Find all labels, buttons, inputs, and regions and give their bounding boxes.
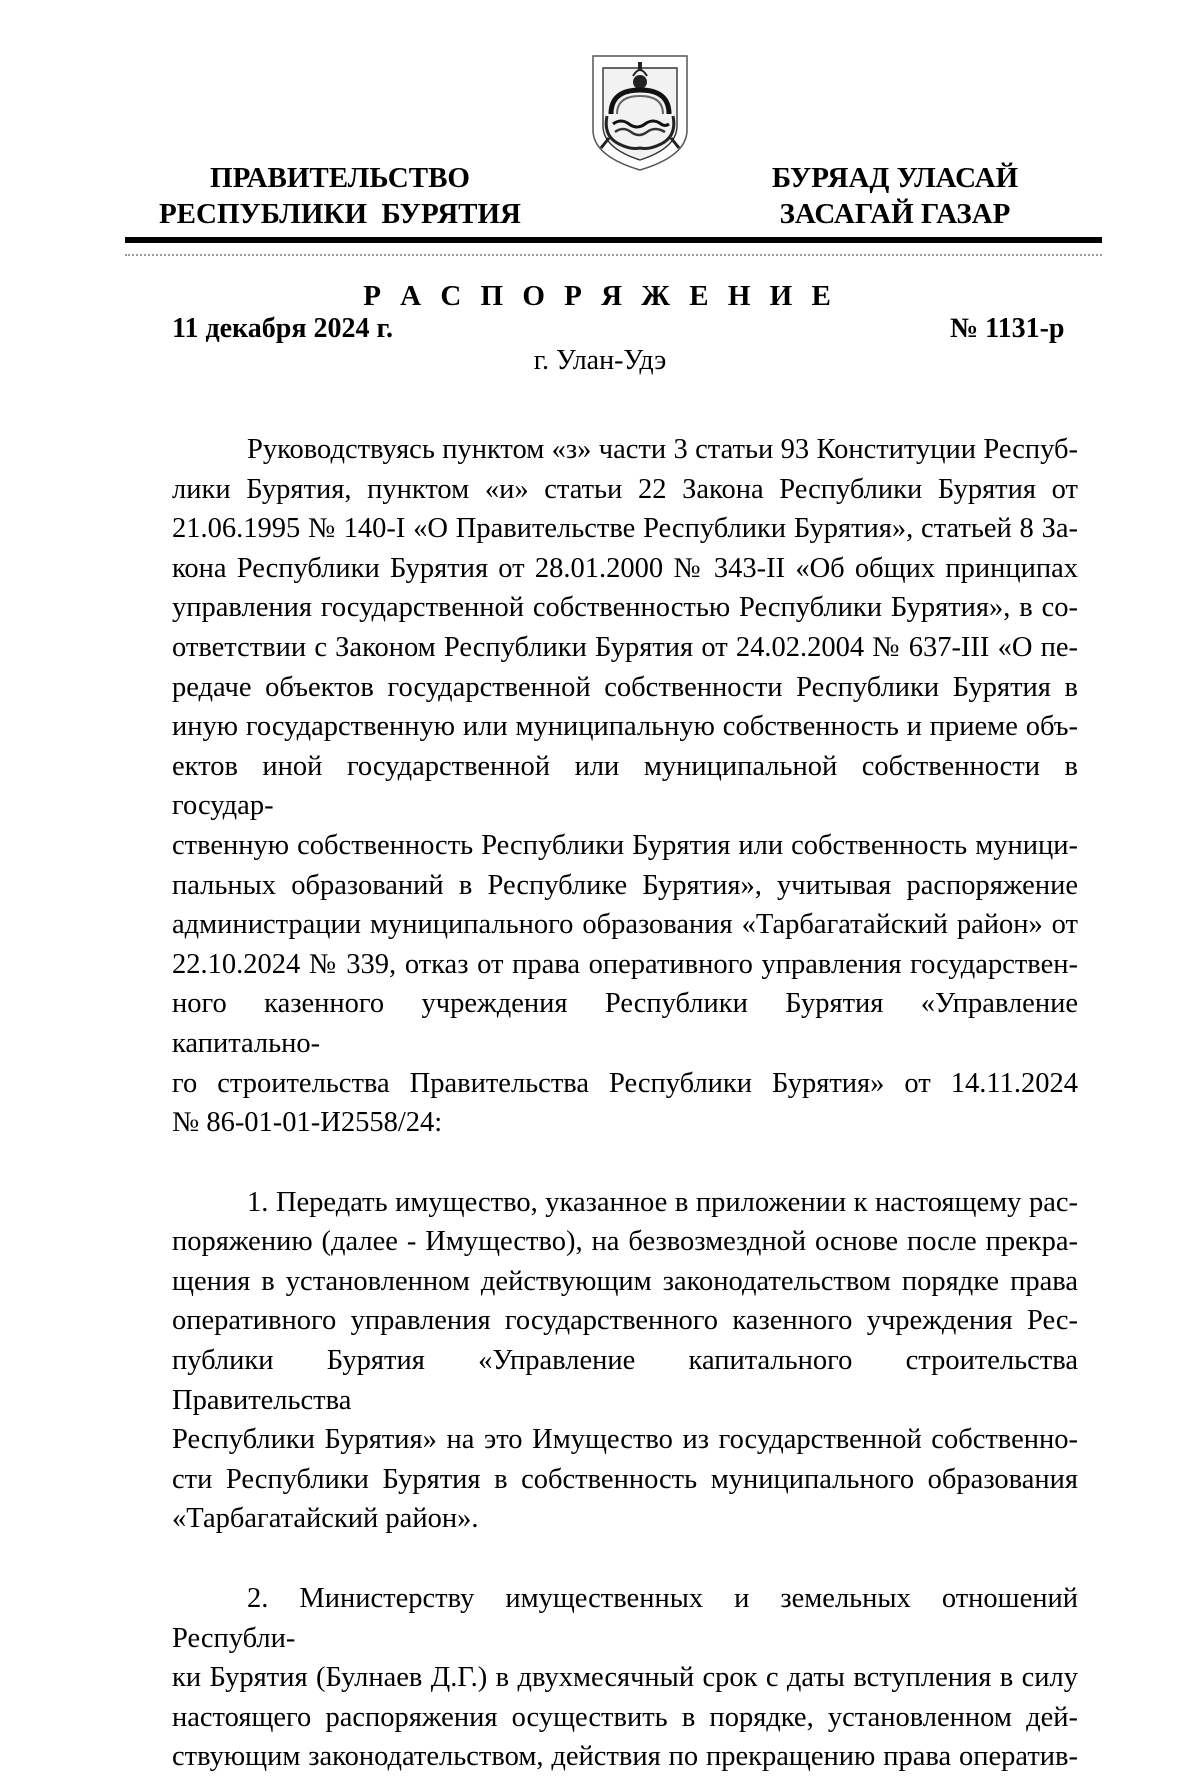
text-line: «Тарбагатайский район». xyxy=(172,1503,479,1535)
text-line: ственную собственность Республики Бурятия или собственность муници- xyxy=(172,829,1078,861)
header-divider-dotted xyxy=(125,254,1102,256)
text-line: 21.06.1995 № 140-I «О Правительстве Республики Бурятия», статьей 8 За- xyxy=(172,513,1078,545)
document-body xyxy=(172,430,1078,1777)
text-line: Республики Бурятия» на это Имущество из государственной собственно- xyxy=(172,1424,1078,1456)
text-line: ответствии с Законом Республики Бурятия от 24.02.2004 № 637-III «О пе- xyxy=(172,631,1078,663)
text-line: лики Бурятия, пунктом «и» статьи 22 Закона Республики Бурятия от xyxy=(172,473,1078,505)
org-name-russian-line-1: ПРАВИТЕЛЬСТВО xyxy=(210,162,470,194)
text-line: ектов иной государственной или муниципальной собственности в государ- xyxy=(172,750,1078,822)
text-line: ки Бурятия (Булнаев Д.Г.) в двухмесячный срок с даты вступления в силу xyxy=(172,1662,1078,1694)
text-line: пальных образований в Республике Бурятия», учитывая распоряжение xyxy=(172,869,1078,901)
text-line: управления государственной собственностью Республики Бурятия», в со- xyxy=(172,592,1078,624)
document-number: № 1131-р xyxy=(950,313,1065,344)
text-line: публики Бурятия «Управление капитального строительства Правительства xyxy=(172,1345,1078,1416)
org-name-buryat xyxy=(730,160,1060,232)
document-city: г. Улан-Удэ xyxy=(533,345,667,376)
text-line: Руководствуясь пунктом «з» части 3 статьи 93 Конституции Респуб- xyxy=(247,434,1078,465)
text-line: ствующим законодательством, действия по прекращению права оператив- xyxy=(172,1741,1078,1773)
text-line: сти Республики Бурятия в собственность муниципального образования xyxy=(172,1463,1078,1495)
text-line: администрации муниципального образования «Тарбагатайский район» от xyxy=(172,909,1078,941)
text-line: иную государственную или муниципальную собственность и приеме объ- xyxy=(172,711,1078,743)
text-line: оперативного управления государственного казенного учреждения Рес- xyxy=(172,1305,1078,1337)
clause-1-paragraph xyxy=(172,1183,1078,1539)
preamble-paragraph xyxy=(172,430,1078,1143)
text-line: кона Республики Бурятия от 28.01.2000 № 343-II «Об общих принципах xyxy=(172,552,1078,584)
text-line: го строительства Правительства Республики Бурятия» от 14.11.2024 xyxy=(172,1067,1078,1099)
text-line: № 86-01-01-И2558/24: xyxy=(172,1107,443,1139)
header-divider-thick xyxy=(125,237,1102,243)
document-type-title: Р А С П О Р Я Ж Е Н И Е xyxy=(363,280,837,312)
text-line: настоящего распоряжения осуществить в порядке, установленном дей- xyxy=(172,1701,1078,1733)
text-line: редаче объектов государственной собственности Республики Бурятия в xyxy=(172,671,1078,703)
org-name-buryat-line-2: ЗАСАГАЙ ГАЗАР xyxy=(779,198,1011,230)
text-line: 1. Передать имущество, указанное в приложении к настоящему рас- xyxy=(247,1186,1078,1218)
text-line: поряжению (далее - Имущество), на безвозмездной основе после прекра- xyxy=(172,1226,1078,1258)
org-name-russian-line-2: РЕСПУБЛИКИ БУРЯТИЯ xyxy=(158,198,522,230)
org-name-russian xyxy=(150,160,530,232)
text-line: щения в установленном действующим законодательством порядке права xyxy=(172,1265,1078,1297)
coat-of-arms-emblem xyxy=(589,52,691,174)
document-date: 11 декабря 2024 г. xyxy=(172,313,394,344)
text-line: ного казенного учреждения Республики Бурятия «Управление капитально- xyxy=(172,988,1078,1059)
text-line: 2. Министерству имущественных и земельных отношений Республи- xyxy=(172,1583,1078,1654)
clause-2-paragraph xyxy=(172,1579,1078,1777)
org-name-buryat-line-1: БУРЯАД УЛАСАЙ xyxy=(771,162,1019,194)
text-line: 22.10.2024 № 339, отказ от права оперативного управления государствен- xyxy=(172,948,1078,980)
